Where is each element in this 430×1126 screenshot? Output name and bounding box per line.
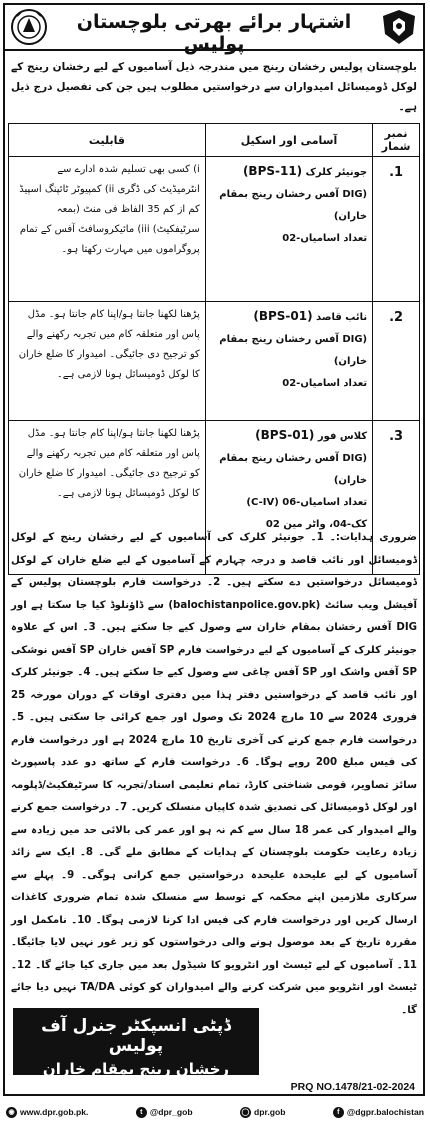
- post-title: جونیئر کلرک (BPS-11): [242, 164, 368, 178]
- footer-facebook[interactable]: [333, 1107, 424, 1118]
- footer-website[interactable]: [6, 1107, 88, 1118]
- post-count: تعداد اسامیاں-02: [282, 233, 368, 244]
- post-scale: (BPS-01): [253, 309, 313, 323]
- facebook-icon: f: [333, 1107, 344, 1118]
- prq-number: PRQ NO.1478/21-02-2024: [290, 1081, 415, 1093]
- row-number: 3.: [373, 421, 420, 575]
- intro-text: بلوچستان پولیس رخشان رینج میں مندرجہ ذیل آسامیوں کے لیے رخشان رینج کے لوکل ڈومیسائل امیدواران سے درخواستیں مطلوب ہیں جن کی تفصیل درج ذیل ہے۔: [11, 61, 417, 113]
- table-row: [9, 302, 420, 421]
- post-count: تعداد اسامیاں-06 (C-IV): [246, 497, 368, 508]
- ad-header: [5, 5, 423, 55]
- instructions-text: ضروری ہدایات:۔ 1۔ جونیئر کلرک کی آسامیوں کے لیے رخشان رینج کے لوکل ڈومیسائل اور نائب قاصد و درجہ چہارم کے آسامیوں کے لیے ضلع خاران کے لوکل ڈومیسائل درخواستیں دے سکتے ہیں۔ 2۔ درخواست فارم بلوچستان پولیس کے آفیشل ویب سائٹ (balochistanpolice.gov.pk) سے ڈاؤنلوڈ کیا جا سکتا ہے اور DIG آفس رخشان بمقام خاران سے وصول کیے جا سکتے ہیں۔ 3۔ اس کے علاوہ جونیئر کلرک کے آسامیوں کے لیے درخواست فارم SP آفس خاران SP آفس نوشکی SP آفس واشک اور SP آفس چاغی سے وصول کیے جا سکتے ہیں۔ 4۔ جونیئر کلرک اور نائب قاصد کے درخواستیں دفتر ہذا میں دفتری اوقات کے دوران مورخہ 25 فروری 2024 سے 10 مارچ 2024 تک وصول اور جمع کرائی جا سکتی ہیں۔ 5۔ درخواست فارم جمع کرنے کی آخری تاریخ 10 مارچ 2024 ہے اور درخواست فارم کی فیس مبلغ 200 روپے ہوگا۔ 6۔ درخواست فارم کے ساتھ دو عدد پاسپورٹ سائز تصاویر، قومی شناختی کارڈ، تمام تعلیمی اسناد/تجربہ کا سرٹیفکیٹ/ڈپلومہ اور لوکل ڈومیسائل کی تصدیق شدہ کاپیاں منسلک کریں۔ 7۔ درخواست جمع کرنے والے امیدوار کی عمر 18 سال سے کم نہ ہو اور عمر کی بالائی حد میں زیادہ سے زیادہ رعایت حکومت بلوچستان کے ہدایات کے مطابق ملے گی۔ 8۔ ایک سے زائد آسامیوں کے لیے علیحدہ علیحدہ درخواستیں جمع کرانی ہوگی۔ 9۔ پہلے سے سرکاری ملازمین اپنے محکمہ کے توسط سے منسلک شدہ تمام ضروری کاغذات ارسال کریں اور درخواست فارم کی فیس ادا کرنا لازمی ہوگا۔ 10۔ نامکمل اور مقررہ تاریخ کے بعد موصول ہونے والی درخواستوں کو زیر غور نہیں لایا جائیگا۔ 11۔ آسامیوں کے لیے ٹیسٹ اور انٹرویو کا شیڈول بعد میں جاری کیا جائے گا۔ 12۔ ٹیسٹ اور انٹرویو میں شرکت کرنے والے امیدواران کو کوئی TA/DA نہیں دیا جائے گا۔: [11, 532, 418, 1016]
- post-scale: (BPS-01): [255, 428, 315, 442]
- row-number: 1.: [373, 157, 420, 302]
- table-row: [9, 157, 420, 302]
- post-office: (DIG آفس رخشان رینج بمقام خاران): [219, 453, 368, 486]
- table-header-row: [9, 124, 420, 157]
- footer-website-text: www.dpr.gob.pk.: [20, 1107, 89, 1117]
- post-cell: [205, 157, 372, 302]
- footer-facebook-text: @dgpr.balochistan: [346, 1107, 424, 1117]
- post-office: (DIG آفس رخشان رینج بمقام خاران): [219, 189, 368, 222]
- ad-title: اشتہار برائے بھرتی بلوچستان پولیس: [76, 11, 352, 55]
- header-qualification: قابلیت: [9, 124, 206, 157]
- header-number: نمبر شمار: [373, 124, 420, 157]
- footer-twitter[interactable]: [136, 1107, 193, 1118]
- footer-instagram-text: dpr.gob: [253, 1107, 286, 1117]
- header-post: آسامی اور اسکیل: [205, 124, 372, 157]
- post-title: نائب قاصد (BPS-01): [253, 309, 368, 323]
- post-detail: کک-04، واٹر مین 02: [265, 519, 368, 530]
- post-cell: [205, 302, 372, 421]
- footer-instagram[interactable]: [240, 1107, 286, 1118]
- advertisement: [3, 3, 425, 1096]
- jobs-table: [8, 123, 420, 575]
- footer-twitter-text: @dpr_gob: [149, 1107, 193, 1117]
- post-title: کلاس فور (BPS-01): [255, 428, 368, 442]
- twitter-icon: t: [136, 1107, 147, 1118]
- signature-block: [13, 1008, 259, 1078]
- globe-icon: ◉: [6, 1107, 17, 1118]
- row-number: 2.: [373, 302, 420, 421]
- police-emblem-icon: [379, 8, 419, 46]
- signature-office: رخشان رینج بمقام خاران: [42, 1060, 230, 1078]
- qualification-cell: i) کسی بھی تسلیم شدہ ادارے سے انٹرمیڈیٹ کی ڈگری ii) کمپیوٹر ٹائپنگ اسپیڈ کم از کم 35 الفاظ فی منٹ (بمعہ سرٹیفکیٹ) iii) مائیکروسافٹ آفس کے تمام پروگراموں میں مہارت رکھتا ہو۔: [9, 157, 206, 302]
- footer-bar: [0, 1098, 430, 1126]
- police-emblem-icon: [9, 8, 49, 46]
- post-scale: (BPS-11): [242, 164, 303, 178]
- qualification-cell: پڑھنا لکھنا جانتا ہو/اپنا کام جانتا ہو۔ مڈل پاس اور متعلقہ کام میں تجربہ رکھنے والے کو ترجیح دی جائیگی۔ امیدوار کا ضلع خاران کا لوکل ڈومیسائل ہونا لازمی ہے۔: [9, 302, 206, 421]
- post-count: تعداد اسامیاں-02: [282, 378, 368, 389]
- qualification-cell: پڑھنا لکھنا جانتا ہو/اپنا کام جانتا ہو۔ مڈل پاس اور متعلقہ کام میں تجربہ رکھنے والے کو ترجیح دی جائیگی۔ امیدوار کا ضلع خاران کا لوکل ڈومیسائل ہونا لازمی ہے۔: [9, 421, 206, 575]
- instagram-icon: ◯: [241, 1108, 250, 1116]
- signature-title: ڈپٹی انسپکٹر جنرل آف پولیس: [41, 1016, 231, 1056]
- post-office: (DIG آفس رخشان رینج بمقام خاران): [219, 334, 368, 367]
